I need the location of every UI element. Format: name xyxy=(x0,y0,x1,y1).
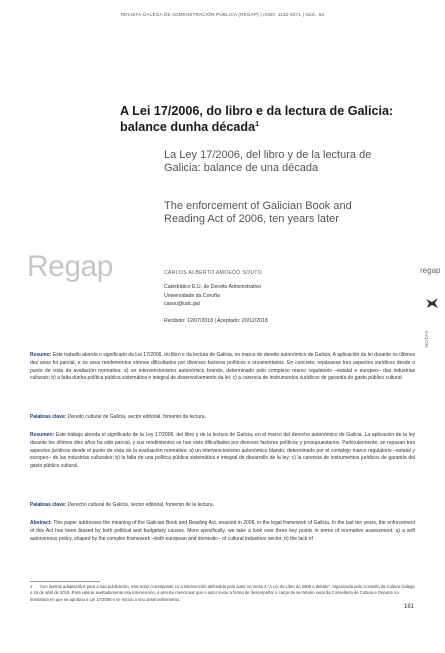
abstract-english xyxy=(30,520,415,543)
journal-issn: ISSN: 1132-8371 xyxy=(263,12,302,17)
page-number: 161 xyxy=(404,604,415,610)
kw-gl-text: Dereito cultural de Galicia, sector editorial, fomento da lectura. xyxy=(67,414,206,420)
author-name: CARLOS ALBERTO AMOEDO SOUTO xyxy=(164,270,263,276)
section-label: NOTAS xyxy=(424,330,429,348)
abstract-en-label: Abstract: xyxy=(30,520,52,526)
journal-issue: Núm. 56 xyxy=(305,12,325,17)
journal-name: REVISTA GALEGA DE ADMINISTRACIÓN PÚBLICA (REGAP) xyxy=(120,12,259,17)
abstract-es-text: Este trabajo aborda el significado de la Ley 17/2006, del libro y de la lectura de Galicia, en el marco del derecho autonómico de Galicia. La aplicación de la ley durante los últimos diez años ha sido parcial, y sus rendimientos se han visto dificultados por diversos factores políticos y presupuestarios. Particularmente, se repasan tres aspectos jurídicos desde el punto de vista de la evaluación normativa: a) un intervencionismo autonómico blando, determinado por el complejo marco regulatorio –estatal y europeo– de las industrias culturales; b) la falta de una política pública sistemática e integral de desarrollo de la ley; c) la carencia de instrumentos jurídicos de garantía del gasto público cultural. xyxy=(30,432,415,470)
abstract-galician xyxy=(30,352,415,383)
abstract-gl-label: Resumo: xyxy=(30,352,52,358)
keywords-galician xyxy=(30,414,415,422)
author-email[interactable]: casou@udc.gal xyxy=(164,301,200,307)
title-text: A Lei 17/2006, do libro e da lectura de Galicia: balance dunha década xyxy=(120,104,394,135)
article-title xyxy=(120,104,410,134)
title-footnote-marker[interactable]: 1 xyxy=(255,121,259,128)
kw-es-label: Palabras clave: xyxy=(30,502,67,508)
abstract-en-text: This paper addresses the meaning of the Galician Book and Reading Act, enacted in 2006, in the legal framework of Galicia. In the last ten years, the enforcement of this Act has been biased by both political and budgetary causes. More specifically, we take a look over three key points in terms of normative assessment: a) a soft autonomous policy, shaped by the complex framework –both european and domestic– of cultural industries sector; b) the lack of xyxy=(30,520,415,542)
author-university: Universidade da Coruña xyxy=(164,292,220,299)
kw-es-text: Derecho cultural de Galicia, sector editorial, fomento de la lectura. xyxy=(67,502,214,508)
kw-gl-label: Palabras clave: xyxy=(30,414,67,420)
side-regap-logo: regap xyxy=(420,266,441,275)
author-affiliation xyxy=(164,283,261,309)
regap-logo: Regap xyxy=(27,250,113,283)
date-received: Recibido: 12/07/2018 xyxy=(164,318,214,324)
footnote-number: 1 xyxy=(30,584,33,589)
footnote-separator xyxy=(30,581,100,582)
abstract-gl-text: Este traballo aborda o significado da Lei 17/2006, do libro e da lectura de Galicia, no marco do dereito autonómico de Galicia. A aplicación da lei durante os últimos dez anos foi parcial, e os seus rendementos vironse dificultados por diversos factores políticos e orzamentarios. En concreto, repásanse tres aspectos xurídicos desde o punto de vista da avaliación normativa: a) un intervencionismo autonómico brando, determinado polo complexo marco regulatorio –estatal e europeo– das industrias culturais; b) a falta dunha política pública sistemática e integral de desenvolvemento da lei; c) a carencia de instrumentos xurídicos de garantía do gasto público cultural. xyxy=(30,352,415,382)
date-accepted: Aceptado: 20/12/2018 xyxy=(217,318,268,324)
journal-header: REVISTA GALEGA DE ADMINISTRACIÓN PÚBLICA (REGAP) | ISSN: 1132-8371 | Núm. 56 xyxy=(120,12,325,17)
abstract-es-label: Resumen: xyxy=(30,432,55,438)
abstract-spanish xyxy=(30,432,415,471)
subtitle-english: The enforcement of Galician Book and Reading Act of 2006, ten years later xyxy=(164,200,352,225)
keywords-spanish xyxy=(30,502,415,510)
dates: Recibido: 12/07/2018 | Aceptado: 20/12/2018 xyxy=(164,318,268,324)
footnote-text: Con lixeiras adaptacións para a súa publicación, este texto corresponde co a intervención defendida polo autor na mesa 3 "A Lei do Libro do 2006 a debate", organizada polo Consello da Cultura Galega o 19 de abril de 2018. Para valorar axeitadamente esa intervención, é preciso mencionar que o autor levou a forma de desempeñar o cargo de secretario xeral da Consellería de Cultura e Deporte na lexislatura en que se aprobou a Lei 17/2006 e se iniciou o seu desenvolvemento. xyxy=(30,584,415,602)
footnote xyxy=(30,584,415,603)
author-position: Catedrático E.U. de Dereito Administrativo xyxy=(164,284,262,290)
subtitle-spanish: La Ley 17/2006, del libro y de la lectura de Galicia: balance de una década xyxy=(164,149,372,174)
galicia-emblem-icon xyxy=(425,297,439,309)
